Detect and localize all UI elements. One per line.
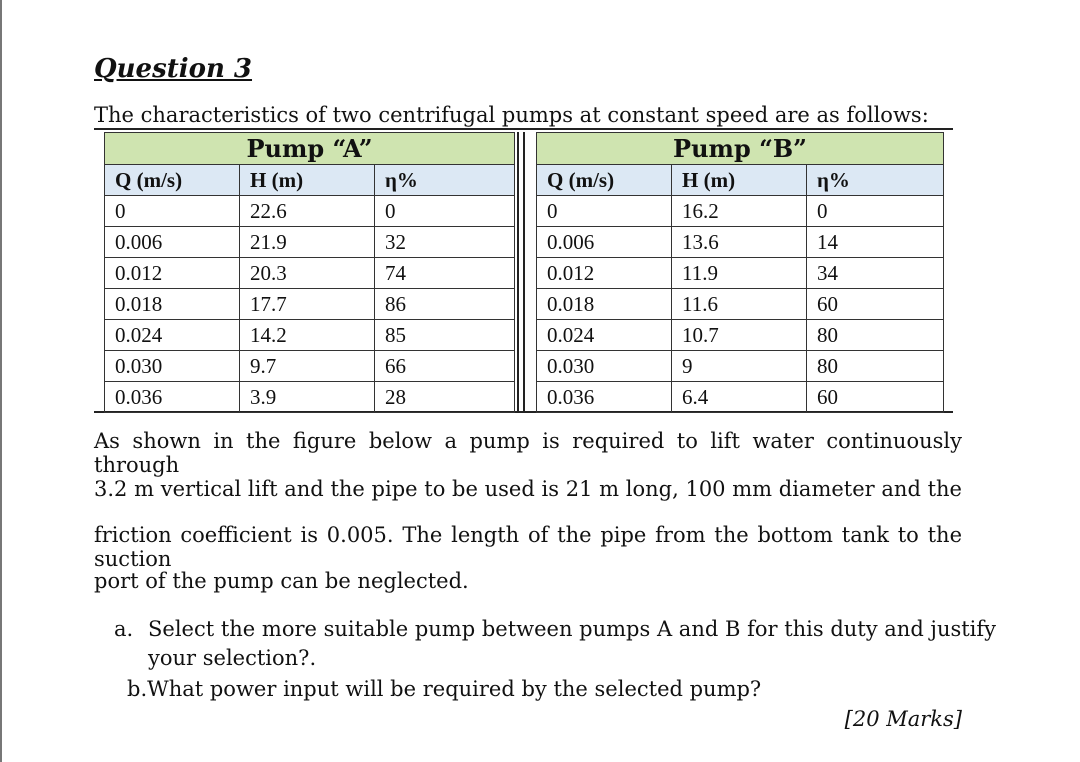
- cell-eta: 32: [375, 227, 515, 258]
- cell-q: 0.030: [105, 351, 240, 382]
- body-line: 3.2 m vertical lift and the pipe to be used is 21 m long, 100 mm diameter and the: [94, 477, 962, 501]
- column-header-h: H (m): [240, 165, 375, 196]
- question-title: Question 3: [94, 54, 253, 84]
- column-header-q: Q (m/s): [105, 165, 240, 196]
- cell-h: 10.7: [672, 320, 807, 351]
- cell-q: 0.012: [105, 258, 240, 289]
- pump-a-title: Pump “A”: [105, 133, 515, 165]
- table-row: [105, 196, 515, 227]
- cell-q: 0.006: [105, 227, 240, 258]
- cell-eta: 66: [375, 351, 515, 382]
- table-row: [537, 289, 944, 320]
- table-row: [537, 227, 944, 258]
- table-separator: [517, 132, 519, 411]
- cell-q: 0.012: [537, 258, 672, 289]
- table-row: [537, 351, 944, 382]
- cell-h: 16.2: [672, 196, 807, 227]
- cell-eta: 85: [375, 320, 515, 351]
- part-a-marker: a.: [114, 617, 134, 641]
- cell-eta: 0: [807, 196, 944, 227]
- table-row: [105, 382, 515, 413]
- table-separator: [523, 132, 525, 411]
- pump-b-table: [536, 132, 944, 413]
- column-header-eta: η%: [375, 165, 515, 196]
- cell-eta: 74: [375, 258, 515, 289]
- body-line: friction coefficient is 0.005. The length of the pipe from the bottom tank to the suction: [94, 523, 962, 571]
- cell-h: 14.2: [240, 320, 375, 351]
- cell-h: 21.9: [240, 227, 375, 258]
- table-row: [105, 227, 515, 258]
- column-header-eta: η%: [807, 165, 944, 196]
- cell-q: 0.024: [537, 320, 672, 351]
- cell-h: 22.6: [240, 196, 375, 227]
- cell-q: 0.036: [105, 382, 240, 413]
- cell-eta: 60: [807, 289, 944, 320]
- part-a-text-continued: your selection?.: [148, 646, 317, 670]
- cell-q: 0: [105, 196, 240, 227]
- marks-label: [20 Marks]: [844, 707, 962, 731]
- cell-q: 0.036: [537, 382, 672, 413]
- question-intro: The characteristics of two centrifugal pumps at constant speed are as follows:: [94, 103, 929, 127]
- cell-h: 20.3: [240, 258, 375, 289]
- cell-eta: 86: [375, 289, 515, 320]
- table-row: [105, 289, 515, 320]
- cell-h: 11.6: [672, 289, 807, 320]
- table-top-rule: [94, 128, 953, 130]
- part-a-text: Select the more suitable pump between pumps A and B for this duty and justify: [148, 617, 997, 641]
- cell-q: 0.018: [105, 289, 240, 320]
- table-row: [105, 320, 515, 351]
- cell-h: 3.9: [240, 382, 375, 413]
- cell-q: 0: [537, 196, 672, 227]
- table-row: [537, 320, 944, 351]
- cell-eta: 60: [807, 382, 944, 413]
- cell-q: 0.006: [537, 227, 672, 258]
- cell-q: 0.030: [537, 351, 672, 382]
- body-line: As shown in the figure below a pump is required to lift water continuously through: [94, 429, 962, 477]
- page-border: [0, 0, 2, 762]
- table-row: [537, 196, 944, 227]
- pump-b-title: Pump “B”: [537, 133, 944, 165]
- cell-q: 0.024: [105, 320, 240, 351]
- cell-h: 6.4: [672, 382, 807, 413]
- table-row: [105, 351, 515, 382]
- cell-eta: 0: [375, 196, 515, 227]
- cell-q: 0.018: [537, 289, 672, 320]
- cell-h: 11.9: [672, 258, 807, 289]
- column-header-q: Q (m/s): [537, 165, 672, 196]
- cell-h: 17.7: [240, 289, 375, 320]
- cell-h: 13.6: [672, 227, 807, 258]
- cell-eta: 34: [807, 258, 944, 289]
- body-line: port of the pump can be neglected.: [94, 569, 469, 593]
- pump-a-table: [104, 132, 515, 413]
- cell-h: 9.7: [240, 351, 375, 382]
- cell-eta: 80: [807, 351, 944, 382]
- table-row: [537, 382, 944, 413]
- cell-eta: 14: [807, 227, 944, 258]
- cell-eta: 80: [807, 320, 944, 351]
- table-row: [537, 258, 944, 289]
- cell-h: 9: [672, 351, 807, 382]
- cell-eta: 28: [375, 382, 515, 413]
- column-header-h: H (m): [672, 165, 807, 196]
- table-row: [105, 258, 515, 289]
- part-b-text: b.What power input will be required by the selected pump?: [127, 677, 762, 701]
